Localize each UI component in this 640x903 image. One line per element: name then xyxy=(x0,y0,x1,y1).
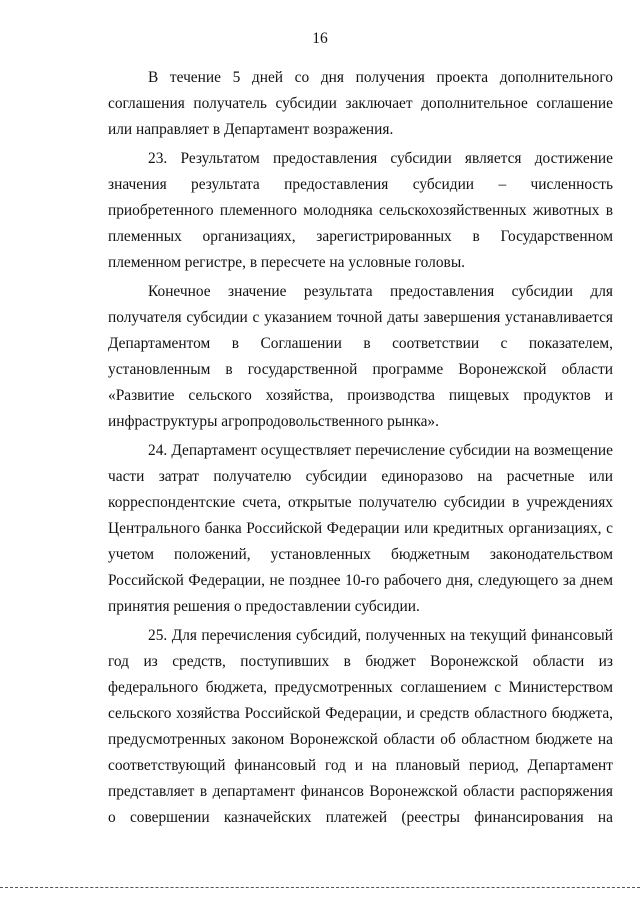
scan-bottom-edge xyxy=(0,887,640,888)
document-body xyxy=(108,65,613,834)
paragraph-25-transfer-procedure: 25. Для перечисления субсидий, полученных на текущий финансовый год из средств, поступивших в бюджет Воронежской области из федерального бюджета, предусмотренных соглашением с Министерством сельского хозяйства Российской Федерации, и средств областного бюджета, предусмотренных законом Воронежской области об областном бюджете на соответствующий финансовый год и на плановый период, Департамент представляет в департамент финансов Воронежской области распоряжения о совершении казначейских платежей (реестры финансирования на xyxy=(108,627,613,826)
paragraph-additional-agreement: В течение 5 дней со дня получения проекта дополнительного соглашения получатель субсидии заключает дополнительное соглашение или направляет в Департамент возражения. xyxy=(108,69,613,138)
paragraph-23-result: 23. Результатом предоставления субсидии является достижение значения результата предоставления субсидии – численность приобретенного племенного молодняка сельскохозяйственных животных в племенных организациях, зарегистрированных в Государственном племенном регистре, в пересчете на условные головы. xyxy=(108,150,613,271)
page-number: 16 xyxy=(312,30,328,47)
paragraph-final-value: Конечное значение результата предоставления субсидии для получателя субсидии с указанием точной даты завершения устанавливается Департаментом в Соглашении в соответствии с показателем, установленным в государственной программе Воронежской области «Развитие сельского хозяйства, производства пищевых продуктов и инфраструктуры агропродовольственного рынка». xyxy=(108,283,613,430)
paragraph-24-transfer: 24. Департамент осуществляет перечисление субсидии на возмещение части затрат получателю субсидии единоразово на расчетные или корреспондентские счета, открытые получателю субсидии в учреждениях Центрального банка Российской Федерации или кредитных организациях, с учетом положений, установленных бюджетным законодательством Российской Федерации, не позднее 10-го рабочего дня, следующего за днем принятия решения о предоставлении субсидии. xyxy=(108,442,613,615)
